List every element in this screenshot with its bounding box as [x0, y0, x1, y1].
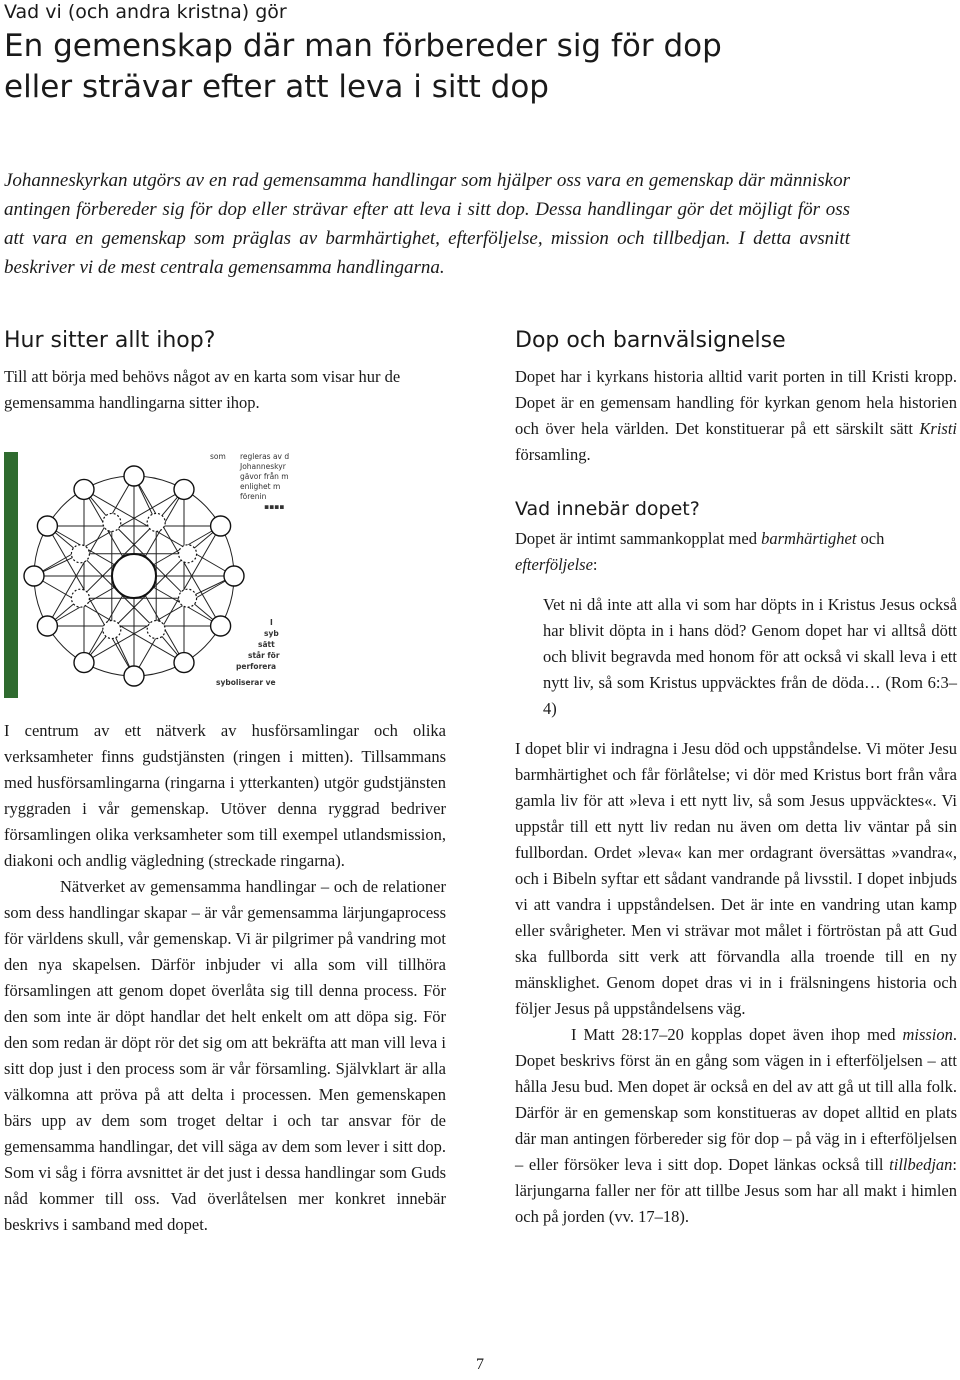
activity-ring-dashed: [103, 513, 121, 531]
activity-ring-dashed: [71, 545, 89, 563]
emphasis: tillbedjan: [889, 1155, 953, 1174]
text-run: :: [592, 555, 598, 574]
text-run: : lärjungarna faller ner för att tillbe Jesus som har all makt i himlen och på jorden (vv. 17–18).: [515, 1155, 957, 1226]
diagram-frag: syb: [264, 629, 279, 638]
activity-ring-dashed: [147, 621, 165, 639]
left-paragraph-1: Till att börja med behövs något av en karta som visar hur de gemensamma handlingarna sitter ihop.: [4, 367, 401, 412]
diagram-frag: I: [270, 618, 273, 627]
emphasis: barmhärtighet: [761, 529, 857, 548]
left-heading: Hur sitter allt ihop?: [4, 328, 216, 353]
left-paragraph-2: I centrum av ett nätverk av husförsamlingar och olika verksamheter finns gudstjänsten (ringen i mitten). Tillsammans med husförsamlingarna (ringarna i ytterkanten) utgör gudstjänsten ryggraden i vår gemenskap. Utöver denna ryggrad bedriver församlingen olika verksamheter som till exempel utlandsmission, diakoni och andlig vägledning (streckade ringarna).: [4, 721, 446, 870]
activity-ring-dashed: [179, 545, 197, 563]
left-column: [4, 326, 446, 1238]
text-run: Dopet är intimt sammankopplat med: [515, 529, 762, 548]
house-church-ring: [211, 516, 231, 536]
house-church-ring: [74, 479, 94, 499]
house-church-ring: [37, 516, 57, 536]
text-run: församling.: [515, 445, 591, 464]
house-church-ring: [174, 479, 194, 499]
intro-paragraph: Johanneskyrkan utgörs av en rad gemensamma handlingar som hjälper oss vara en gemenskap där människor antingen förbereder sig för dop eller strävar efter att leva i sitt dop. Dessa handlingar gör det möjligt för oss att vara en gemenskap som präglas av barmhärtighet, efterföljelse, mission och tillbedjan. I detta avsnitt beskriver vi de mest centrala gemensamma handlingarna.: [4, 170, 850, 278]
house-church-ring: [174, 653, 194, 673]
house-church-ring: [124, 666, 144, 686]
right-paragraph-1: [515, 364, 957, 468]
activity-ring-dashed: [103, 621, 121, 639]
text-run: Dopet har i kyrkans historia alltid varit porten in till Kristi kropp. Dopet är en gemensam handling för kyrkan genom hela historien och över hela världen. Det konstituerar på ett särskilt sätt: [515, 367, 957, 438]
text-run: . Dopet beskrivs först än en gång som vägen in i efterföljelsen – att hålla Jesu bud. Men dopet är också en del av att gå ut till alla folk. Därför är en gemenskap som konstitueras av dopet alltid en plats där man antingen förbereder sig för dop – på väg in i efterföljelsen – eller försöker leva i sitt dop. Dopet länkas också till: [515, 1025, 957, 1174]
house-church-ring: [24, 566, 44, 586]
diagram-green-band: [4, 452, 18, 698]
house-church-ring: [37, 616, 57, 636]
page-number: 7: [476, 1356, 484, 1373]
right-heading: Dop och barnvälsignelse: [515, 328, 786, 353]
diagram-dots: ▪▪▪▪: [264, 502, 285, 511]
title-line-1: En gemenskap där man förbereder sig för dop: [4, 28, 722, 64]
activity-ring-dashed: [147, 513, 165, 531]
house-church-ring: [211, 616, 231, 636]
left-paragraph-3: Nätverket av gemensamma handlingar – och de relationer som dess handlingar skapar – är vår gemensamma lärjungaprocess för världens skull, vår gemenskap. Vi är pilgrimer på vandring mot den nya skapelsen. Därför inbjuder vi alla som vill tillhöra församlingen att genom dopet överlåta sig till denna process. För den som inte är döpt handlar det helt enkelt om att döpa sig. För den som redan är döpt rör det sig om att bekräfta att man vill leva i sitt dop just i den process som är vår församling. Självklart är alla välkomna att pröva på att delta i processen. Men gemenskapen bärs upp av dem som troget deltar i och tar ansvar för de gemensamma handlingar, det vill säga av dem som lever i sitt dop. Som vi såg i förra avsnittet är det just i dessa handlingar som Guds nåd kommer till oss. Vad överlåtelsen mer konkret innebär beskrivs i samband med dopet.: [4, 877, 446, 1234]
diagram-frag: förenin: [240, 492, 267, 501]
activity-ring-dashed: [71, 589, 89, 607]
diagram-frag: syboliserar ve: [216, 678, 276, 687]
right-column: [515, 326, 957, 1230]
activity-ring-dashed: [179, 589, 197, 607]
network-link: [84, 489, 234, 576]
bible-quote: Vet ni då inte att alla vi som har döpts in i Kristus Jesus också har blivit döpta in i hans död? Genom dopet har vi alltså dött och blivit begravda med honom för att också vi skall leva i ett nytt liv, så som Kristus uppväcktes från de döda… (Rom 6:3–4): [543, 595, 957, 718]
diagram-frag: som: [210, 452, 226, 461]
network-diagram: [4, 452, 290, 698]
section-kicker: Vad vi (och andra kristna) gör: [4, 1, 287, 23]
right-subheading: Vad innebär dopet?: [515, 498, 700, 520]
emphasis: efterföljelse: [515, 555, 593, 574]
diagram-frag: perforera: [236, 662, 277, 671]
right-paragraph-2: [515, 526, 957, 578]
right-paragraph-4: [515, 1022, 957, 1230]
emphasis: Kristi: [919, 419, 957, 438]
diagram-frag: Johanneskyr: [240, 462, 286, 471]
diagram-frag: enlighet m: [240, 482, 281, 491]
house-church-ring: [224, 566, 244, 586]
text-run: I Matt 28:17–20 kopplas dopet även ihop med: [571, 1025, 903, 1044]
center-ring-service: [112, 554, 156, 598]
house-church-ring: [74, 653, 94, 673]
diagram-frag: regleras av d: [240, 452, 290, 461]
title-line-2: eller strävar efter att leva i sitt dop: [4, 69, 549, 105]
diagram-frag: sätt: [258, 640, 275, 649]
emphasis: mission: [902, 1025, 953, 1044]
right-paragraph-3: I dopet blir vi indragna i Jesu död och uppståndelse. Vi möter Jesu barmhärtighet och får förlåtelse; vi dör med Kristus bort från våra gamla liv för att »leva i ett nytt liv, så som Jesus uppväcktes«. Vi uppstår till ett nytt liv redan nu även om detta liv väntar på sin fullbordan. Ordet »leva« kan mer ordagrant översättas »vandra«, och i Bibeln syftar ett sådant vandrande på livsstil. I dopet inbjuds vi att vandra i uppståndelsen. Det är inte en vandring utan kamp eller svårigheter. Men vi strävar mot målet i förtröstan på att Gud ska fullborda sitt verk att förvandla alla troende till en ny mänsklighet. Genom dopet dras vi in i frälsningens historia och följer Jesus på uppståndelsens väg.: [515, 739, 957, 1018]
diagram-frag: står för: [248, 651, 280, 660]
text-run: och: [856, 529, 885, 548]
house-church-ring: [124, 466, 144, 486]
diagram-frag: gävor från m: [240, 472, 289, 481]
page-title: [4, 26, 944, 108]
